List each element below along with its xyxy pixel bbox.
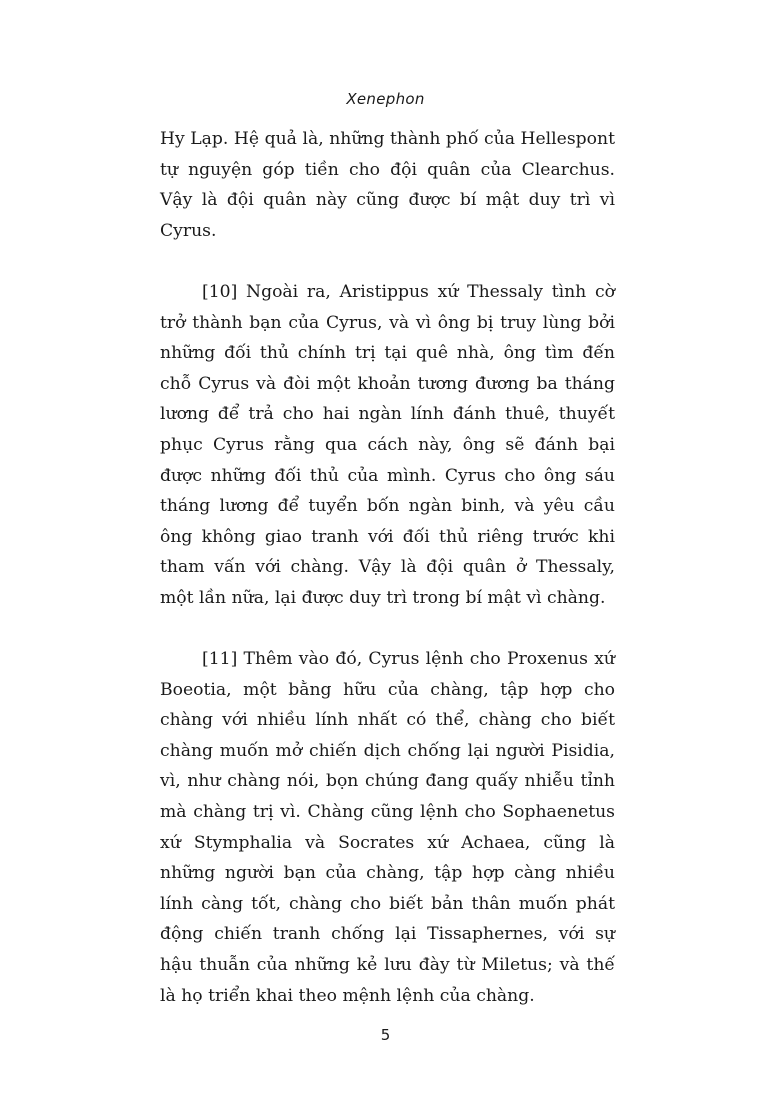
page-number: 5 — [380, 1026, 391, 1044]
running-header: Xenephon — [346, 90, 425, 108]
paragraph-10: [10] Ngoài ra, Aristippus xứ Thessaly tình cờ trở thành bạn của Cyrus, và vì ông bị truy lùng bởi những đối thủ chính trị tại quê nhà, ông tìm đến chỗ Cyrus và đòi một khoản tương đương ba tháng lương để trả cho hai ngàn lính đánh thuê, thuyết phục Cyrus rằng qua cách này, ông sẽ đánh bại được những đối thủ của mình. Cyrus cho ông sáu tháng lương để tuyển bốn ngàn binh, và yêu cầu ông không giao tranh với đối thủ riêng trước khi tham vấn với chàng. Vậy là đội quân ở Thessaly, một lần nữa, lại được duy trì trong bí mật vì chàng. — [160, 281, 615, 608]
paragraph-continuation: Hy Lạp. Hệ quả là, những thành phố của Hellespont tự nguyện góp tiền cho đội quân của Clearchus. Vậy là đội quân này cũng được bí mật duy trì vì Cyrus. — [160, 129, 615, 241]
body-text — [160, 124, 615, 1011]
paragraph-11: [11] Thêm vào đó, Cyrus lệnh cho Proxenus xứ Boeotia, một bằng hữu của chàng, tập hợp cho chàng với nhiều lính nhất có thể, chàng cho biết chàng muốn mở chiến dịch chống lại người Pisidia, vì, như chàng nói, bọn chúng đang quấy nhiễu tỉnh mà chàng trị vì. Chàng cũng lệnh cho Sophaenetus xứ Stymphalia và Socrates xứ Achaea, cũng là những người bạn của chàng, tập hợp càng nhiều lính càng tốt, chàng cho biết bản thân muốn phát động chiến tranh chống lại Tissaphernes, với sự hậu thuẫn của những kẻ lưu đày từ Miletus; và thế là họ triển khai theo mệnh lệnh của chàng. — [160, 649, 615, 1006]
